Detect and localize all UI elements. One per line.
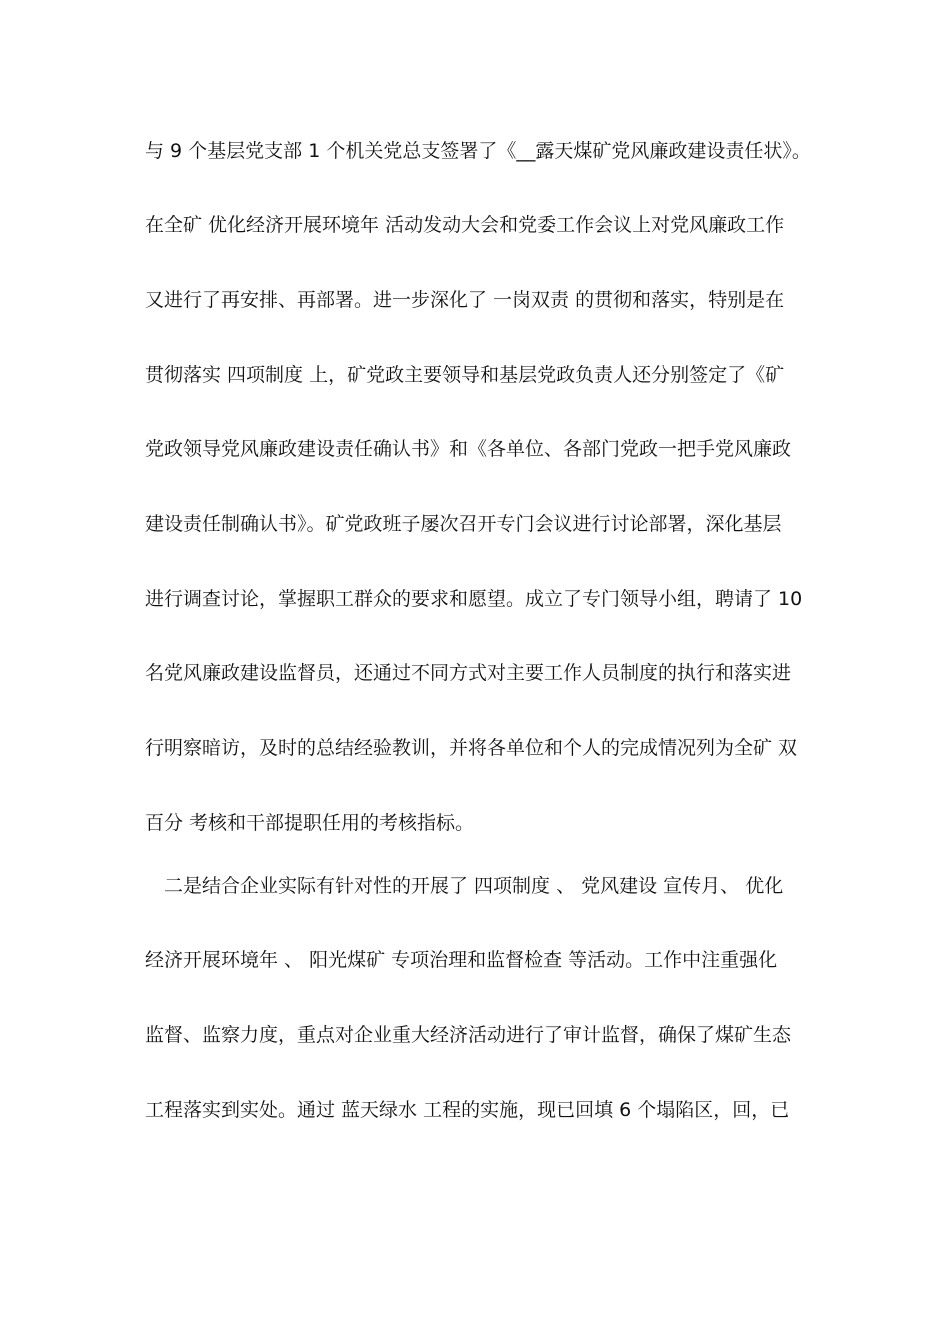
text-line-4: 贯彻落实 四项制度 上，矿党政主要领导和基层党政负责人还分别签定了《矿 [145,364,785,386]
text-line-1: 与 9 个基层党支部 1 个机关党总支签署了《__露天煤矿党风廉政建设责任状》。 [145,140,811,162]
text-line-3: 又进行了再安排、再部署。进一步深化了 一岗双责 的贯彻和落实，特别是在 [145,289,785,311]
text-line-2: 在全矿 优化经济开展环境年 活动发动大会和党委工作会议上对党风廉政工作 [145,214,785,236]
text-line-10: 百分 考核和干部提职任用的考核指标。 [145,812,475,834]
text-line-12: 经济开展环境年 、 阳光煤矿 专项治理和监督检查 等活动。工作中注重强化 [145,949,778,971]
text-line-14: 工程落实到实处。通过 蓝天绿水 工程的实施，现已回填 6 个塌陷区，回，已 [145,1099,790,1121]
text-line-7: 进行调查讨论，掌握职工群众的要求和愿望。成立了专门领导小组，聘请了 10 [145,588,803,610]
text-line-6: 建设责任制确认书》。矿党政班子屡次召开专门会议进行讨论部署，深化基层 [145,513,782,535]
text-line-8: 名党风廉政建设监督员，还通过不同方式对主要工作人员制度的执行和落实进 [145,662,792,684]
text-line-9: 行明察暗访，及时的总结经验教训，并将各单位和个人的完成情况列为全矿 双 [145,737,798,759]
text-line-13: 监督、监察力度，重点对企业重大经济活动进行了审计监督，确保了煤矿生态 [145,1024,792,1046]
text-line-5: 党政领导党风廉政建设责任确认书》和《各单位、各部门党政一把手党风廉政 [145,438,792,460]
text-line-11: 二是结合企业实际有针对性的开展了 四项制度 、 党风建设 宣传月、 优化 [164,875,784,897]
